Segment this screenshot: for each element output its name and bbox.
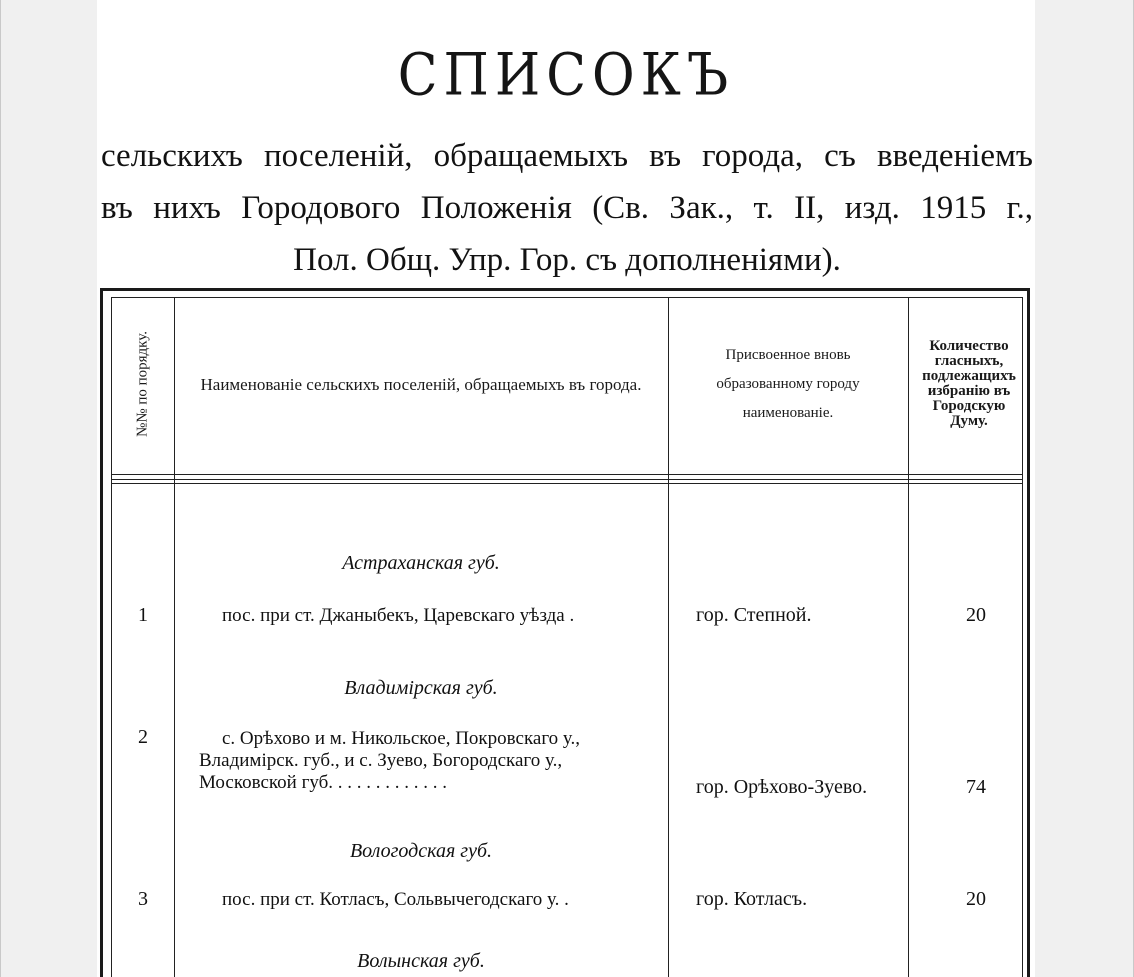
city-name: гор. Котласъ. — [696, 888, 808, 910]
city-name: гор. Орѣхово-Зуево. — [696, 776, 868, 798]
document-subtitle — [101, 130, 1033, 286]
document-title: СПИСОКЪ — [397, 42, 735, 110]
settlements-table — [100, 288, 1030, 977]
governorate-heading: Астраханская губ. — [342, 552, 500, 574]
settlement-name: с. Орѣхово и м. Никольское, Покровскаго у., — [222, 728, 580, 749]
settlement-name: пос. при ст. Котласъ, Сольвычегодскаго у. . — [222, 889, 569, 910]
subtitle-line-1: сельскихъ поселеній, обращаемыхъ въ города, съ введеніемъ — [101, 138, 1033, 174]
settlement-name: пос. при ст. Джаныбекъ, Царевскаго уѣзда . — [222, 605, 575, 626]
header-city-name: Присвоенное вновь образованному городу наименованіе. — [716, 346, 860, 421]
subtitle-line-2: въ нихъ Городового Положенія (Св. Зак., т. II, изд. 1915 г., — [101, 190, 1033, 226]
header-number: №№ по порядку. — [134, 330, 151, 438]
council-count: 20 — [966, 888, 986, 910]
governorate-heading: Владимірская губ. — [344, 677, 498, 699]
header-settlement-name: Наименованіе сельскихъ поселеній, обращаемыхъ въ города. — [200, 374, 642, 394]
scanned-page — [97, 0, 1035, 977]
subtitle-line-3: Пол. Общ. Упр. Гор. съ дополненіями). — [293, 242, 841, 278]
settlement-name: Московской губ. . . . . . . . . . . . . — [199, 772, 448, 793]
header-council-count: Количество гласныхъ, подлежащихъ избранію въ Городскую Думу. — [922, 338, 1016, 429]
governorate-heading: Вологодская губ. — [349, 840, 493, 862]
header-separator — [112, 474, 1022, 475]
header-separator — [112, 479, 1022, 480]
row-number: 2 — [138, 726, 148, 748]
settlement-name: Владимірск. губ., и с. Зуево, Богородскаго у., — [199, 750, 563, 771]
viewer-edge-left — [0, 0, 1, 977]
city-name: гор. Степной. — [696, 604, 812, 626]
header-separator — [112, 483, 1022, 484]
row-number: 3 — [138, 888, 148, 910]
row-number: 1 — [138, 604, 148, 626]
council-count: 20 — [966, 604, 986, 626]
governorate-heading: Волынская губ. — [357, 950, 485, 972]
council-count: 74 — [966, 776, 986, 798]
table-inner-frame — [111, 297, 1023, 977]
